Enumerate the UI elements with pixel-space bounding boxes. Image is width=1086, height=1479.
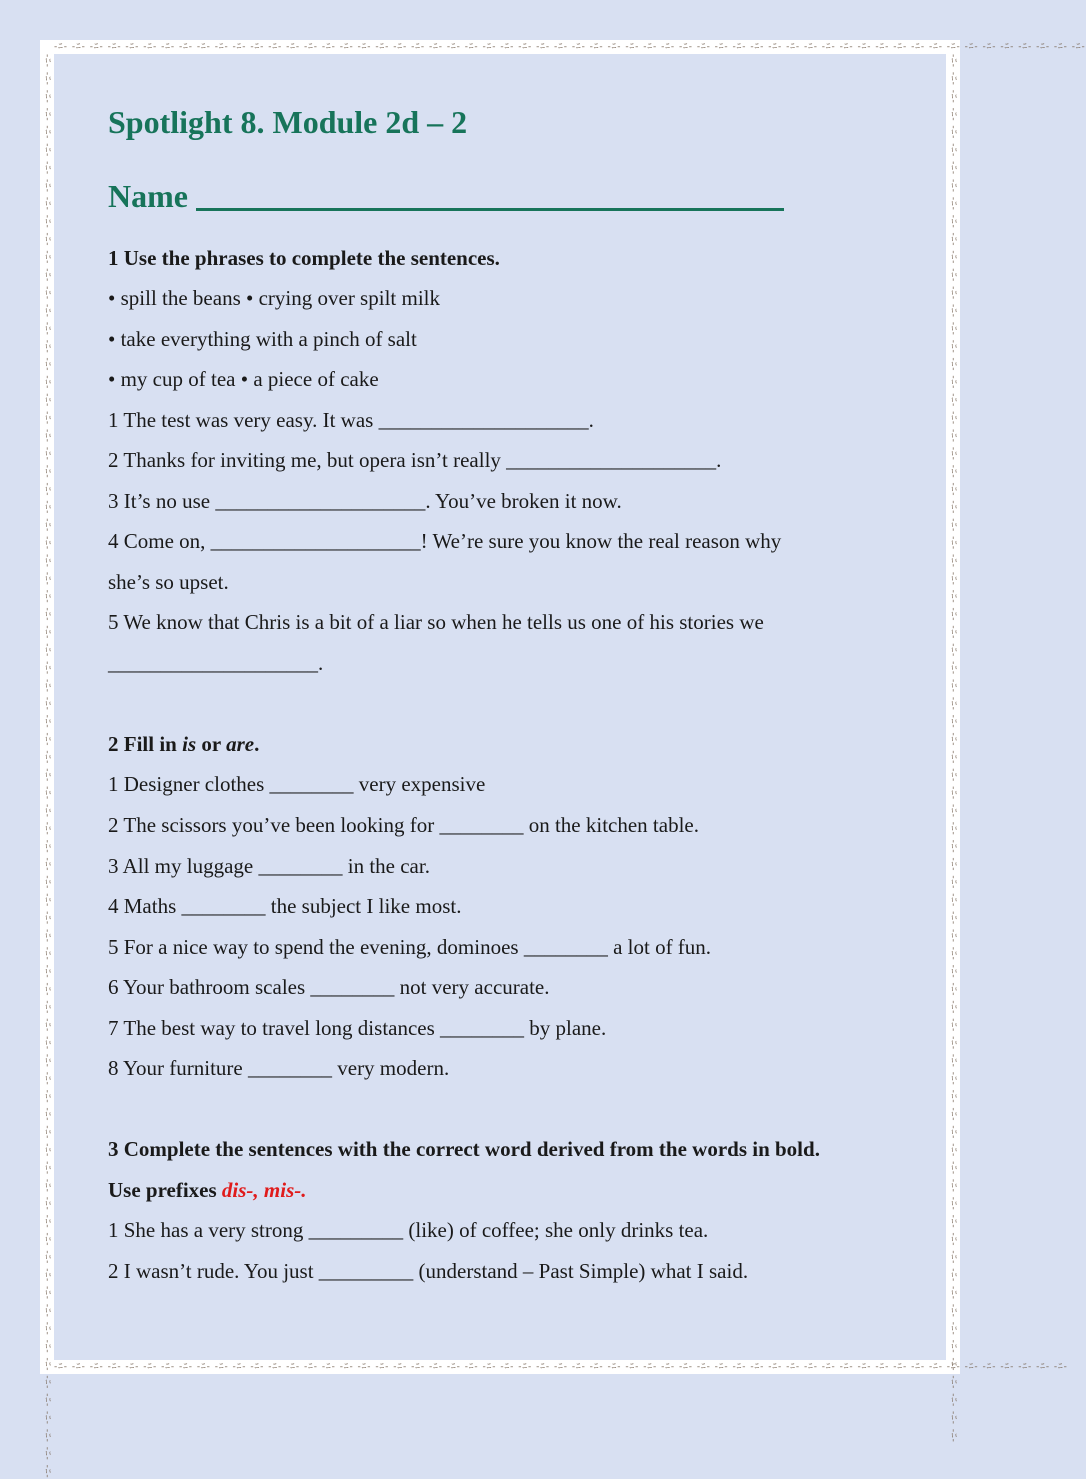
worksheet-title: Spotlight 8. Module 2d – 2	[108, 104, 468, 140]
section1-sentence: 5 We know that Chris is a bit of a liar so when he tells us one of his stories we	[108, 610, 764, 634]
section2-heading-end: .	[254, 732, 260, 756]
section2-sentence: 2 The scissors you’ve been looking for ________ on the kitchen table.	[108, 813, 699, 837]
section3-prefix-line	[108, 1175, 307, 1205]
section2-heading-prefix: 2 Fill in	[108, 732, 183, 756]
word-are: are	[226, 732, 255, 756]
name-blank-line[interactable]	[196, 172, 784, 211]
section2-sentence: 3 All my luggage ________ in the car.	[108, 854, 430, 878]
section1-sentence: she’s so upset.	[108, 570, 229, 594]
section3-sentence: 1 She has a very strong _________ (like) of coffee; she only drinks tea.	[108, 1218, 709, 1242]
word-is: is	[182, 732, 197, 756]
section1-sentence: ____________________.	[108, 651, 324, 675]
section3-heading: 3 Complete the sentences with the correct word derived from the words in bold.	[108, 1137, 820, 1161]
section1-sentence: 3 It’s no use ____________________. You’ve broken it now.	[108, 489, 622, 513]
phrase-line: • spill the beans • crying over spilt milk	[108, 286, 440, 310]
section2-sentence: 6 Your bathroom scales ________ not very accurate.	[108, 975, 550, 999]
decorative-border-left: -ﾆ- -ﾆ- -ﾆ- -ﾆ- -ﾆ- -ﾆ- -ﾆ- -ﾆ- -ﾆ- -ﾆ- -ﾆ- -ﾆ- -ﾆ- -ﾆ- -ﾆ- -ﾆ- -ﾆ- -ﾆ- -ﾆ- -ﾆ- -ﾆ- -ﾆ- -ﾆ- -ﾆ- -ﾆ- -ﾆ- -ﾆ- -ﾆ- -ﾆ- -ﾆ- -ﾆ- -ﾆ- -ﾆ- -ﾆ- -ﾆ- -ﾆ- -ﾆ- -ﾆ- -ﾆ- -ﾆ- -ﾆ- -ﾆ- -ﾆ- -ﾆ- -ﾆ- -ﾆ- -ﾆ- -ﾆ- -ﾆ- -ﾆ- -ﾆ- -ﾆ- -ﾆ- -ﾆ- -ﾆ- -ﾆ- -ﾆ- -ﾆ- -ﾆ- -ﾆ- -ﾆ- -ﾆ- -ﾆ- -ﾆ- -ﾆ- -ﾆ- -ﾆ- -ﾆ- -ﾆ- -ﾆ- -ﾆ- -ﾆ- -ﾆ- -ﾆ- -ﾆ- -ﾆ- -ﾆ- -ﾆ- -ﾆ- -ﾆ-	[42, 54, 52, 1479]
name-label: Name	[108, 178, 188, 214]
section1-sentence: 2 Thanks for inviting me, but opera isn’t really ____________________.	[108, 448, 722, 472]
section1-sentence: 1 The test was very easy. It was ____________________.	[108, 408, 594, 432]
phrase-line: • my cup of tea • a piece of cake	[108, 367, 379, 391]
decorative-border-top: -ﾆ- -ﾆ- -ﾆ- -ﾆ- -ﾆ- -ﾆ- -ﾆ- -ﾆ- -ﾆ- -ﾆ- -ﾆ- -ﾆ- -ﾆ- -ﾆ- -ﾆ- -ﾆ- -ﾆ- -ﾆ- -ﾆ- -ﾆ- -ﾆ- -ﾆ- -ﾆ- -ﾆ- -ﾆ- -ﾆ- -ﾆ- -ﾆ- -ﾆ- -ﾆ- -ﾆ- -ﾆ- -ﾆ- -ﾆ- -ﾆ- -ﾆ- -ﾆ- -ﾆ- -ﾆ- -ﾆ- -ﾆ- -ﾆ- -ﾆ- -ﾆ- -ﾆ- -ﾆ- -ﾆ- -ﾆ- -ﾆ- -ﾆ- -ﾆ- -ﾆ- -ﾆ- -ﾆ- -ﾆ- -ﾆ- -ﾆ- -ﾆ-	[54, 42, 1086, 52]
decorative-border-right: -ﾆ- -ﾆ- -ﾆ- -ﾆ- -ﾆ- -ﾆ- -ﾆ- -ﾆ- -ﾆ- -ﾆ- -ﾆ- -ﾆ- -ﾆ- -ﾆ- -ﾆ- -ﾆ- -ﾆ- -ﾆ- -ﾆ- -ﾆ- -ﾆ- -ﾆ- -ﾆ- -ﾆ- -ﾆ- -ﾆ- -ﾆ- -ﾆ- -ﾆ- -ﾆ- -ﾆ- -ﾆ- -ﾆ- -ﾆ- -ﾆ- -ﾆ- -ﾆ- -ﾆ- -ﾆ- -ﾆ- -ﾆ- -ﾆ- -ﾆ- -ﾆ- -ﾆ- -ﾆ- -ﾆ- -ﾆ- -ﾆ- -ﾆ- -ﾆ- -ﾆ- -ﾆ- -ﾆ- -ﾆ- -ﾆ- -ﾆ- -ﾆ- -ﾆ- -ﾆ- -ﾆ- -ﾆ- -ﾆ- -ﾆ- -ﾆ- -ﾆ- -ﾆ- -ﾆ- -ﾆ- -ﾆ- -ﾆ- -ﾆ- -ﾆ- -ﾆ- -ﾆ- -ﾆ- -ﾆ- -ﾆ-	[948, 54, 958, 1443]
section2-sentence: 1 Designer clothes ________ very expensive	[108, 772, 486, 796]
section2-sentence: 8 Your furniture ________ very modern.	[108, 1056, 450, 1080]
name-field[interactable]	[108, 172, 784, 215]
section2-heading	[108, 729, 259, 759]
section3-sentence: 2 I wasn’t rude. You just _________ (understand – Past Simple) what I said.	[108, 1259, 749, 1283]
section2-sentence: 7 The best way to travel long distances ________ by plane.	[108, 1016, 607, 1040]
use-prefixes-label: Use prefixes	[108, 1178, 222, 1202]
section2-sentence: 5 For a nice way to spend the evening, dominoes ________ a lot of fun.	[108, 935, 712, 959]
section2-heading-or: or	[196, 732, 227, 756]
section1-sentence: 4 Come on, ____________________! We’re sure you know the real reason why	[108, 529, 782, 553]
section2-sentence: 4 Maths ________ the subject I like most.	[108, 894, 462, 918]
decorative-border-bottom: -ﾆ- -ﾆ- -ﾆ- -ﾆ- -ﾆ- -ﾆ- -ﾆ- -ﾆ- -ﾆ- -ﾆ- -ﾆ- -ﾆ- -ﾆ- -ﾆ- -ﾆ- -ﾆ- -ﾆ- -ﾆ- -ﾆ- -ﾆ- -ﾆ- -ﾆ- -ﾆ- -ﾆ- -ﾆ- -ﾆ- -ﾆ- -ﾆ- -ﾆ- -ﾆ- -ﾆ- -ﾆ- -ﾆ- -ﾆ- -ﾆ- -ﾆ- -ﾆ- -ﾆ- -ﾆ- -ﾆ- -ﾆ- -ﾆ- -ﾆ- -ﾆ- -ﾆ- -ﾆ- -ﾆ- -ﾆ- -ﾆ- -ﾆ- -ﾆ- -ﾆ- -ﾆ- -ﾆ- -ﾆ- -ﾆ- -ﾆ-	[54, 1362, 1068, 1372]
prefixes-highlight: dis-, mis-.	[221, 1178, 307, 1202]
phrase-line: • take everything with a pinch of salt	[108, 327, 417, 351]
section1-heading: 1 Use the phrases to complete the sentences.	[108, 246, 500, 270]
page-frame	[40, 40, 1086, 1479]
